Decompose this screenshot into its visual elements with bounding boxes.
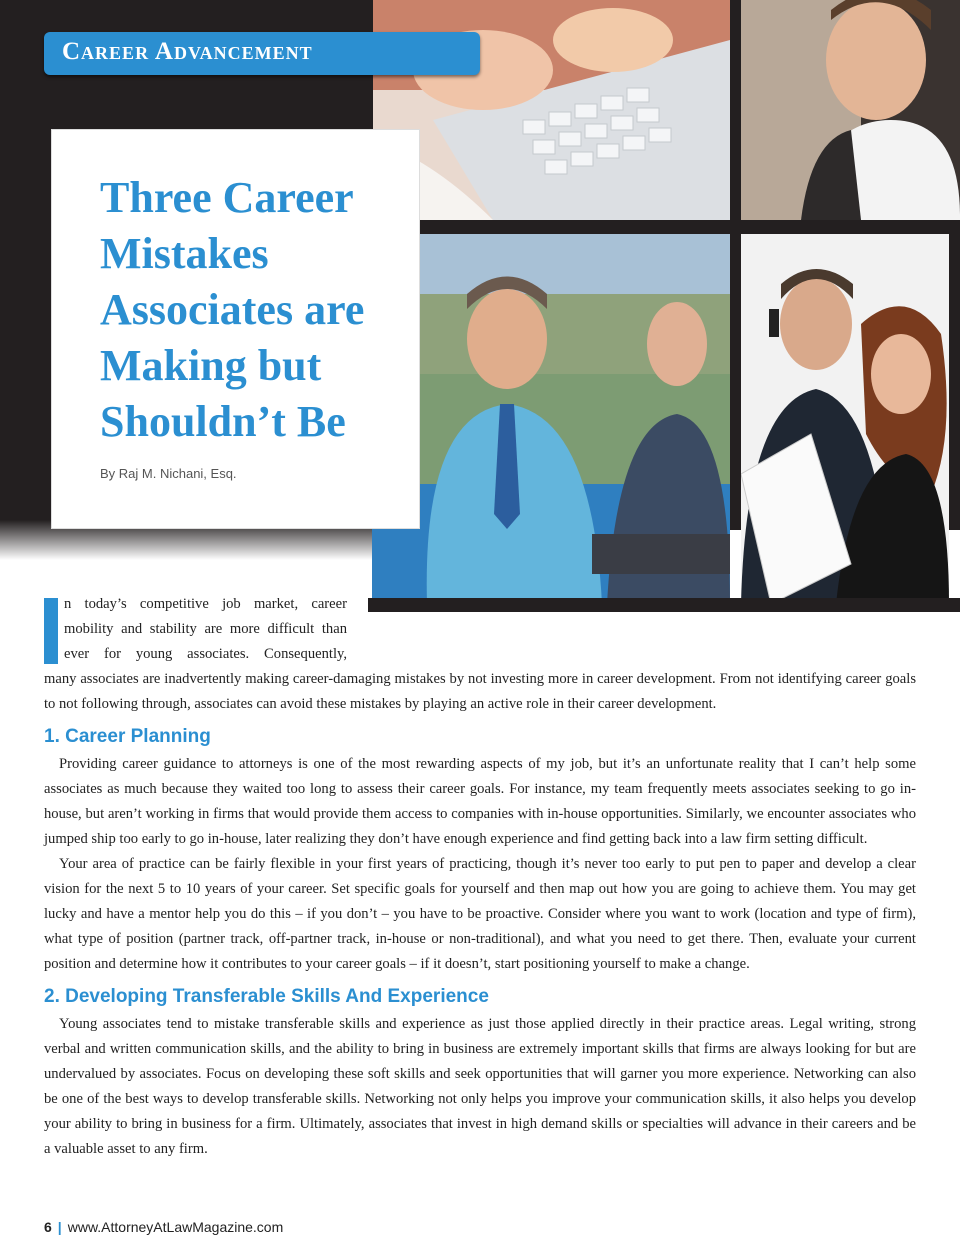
- paragraph: Providing career guidance to attorneys is one of the most rewarding aspects of my job, but it’s an unfortunate reality that I can’t help some associates as much because they waited too long to assess their career goals. For instance, my team frequently meets associates seeking to go in-house, but aren’t working in firms that would provide them access to companies with in-house opportunities. Similarly, we encounter associates who jumped ship too early to go in-house, later realizing they don’t have enough experience and find getting back into a law firm setting difficult.: [44, 756, 916, 847]
- section-heading-career-planning: 1. Career Planning: [44, 726, 211, 747]
- intro: [44, 592, 916, 717]
- section-heading-transferable-skills: 2. Developing Transferable Skills And Experience: [44, 986, 489, 1007]
- phone-call-photo: [741, 234, 949, 604]
- drop-cap-i: [44, 598, 58, 664]
- intro-line-3: ever for young associates. Consequently,: [64, 646, 347, 662]
- intro-line-1: n today’s competitive job market, career: [64, 596, 347, 612]
- business-people-photo: [741, 0, 960, 220]
- footer-url[interactable]: www.AttorneyAtLawMagazine.com: [67, 1219, 284, 1235]
- byline: By Raj M. Nichani, Esq.: [100, 466, 237, 481]
- paragraph: Your area of practice can be fairly flexible in your first years of practicing, though it’s never too early to put pen to paper and develop a clear vision for the next 5 to 10 years of your career. Set specific goals for yourself and then map out how you are going to achieve them. You may get lucky and have a mentor help you do this – if you don’t – you have to be proactive. Consider where you want to work (location and type of firm), what type of position (partner track, off-partner track, in-house or non-traditional), and what you need to get there. Then, evaluate your current position and determine how it contributes to your career goals – if it doesn’t, start positioning yourself to make a change.: [44, 856, 916, 972]
- title-card: [52, 130, 419, 528]
- section-tag-label: Career Advancement: [62, 38, 313, 65]
- article-body: [44, 592, 916, 1162]
- page-number: 6: [44, 1219, 52, 1235]
- footer-separator: |: [57, 1219, 62, 1235]
- article-title: Three Career Mistakes Associates are Making but Shouldn’t Be: [100, 173, 365, 446]
- section-tag: [44, 32, 480, 75]
- intro-line-2: mobility and stability are more difficult than: [64, 621, 347, 637]
- page-footer: [44, 1219, 283, 1235]
- intro-rest: many associates are inadvertently making career-damaging mistakes by not investing more in career development. From not identifying career goals to not following through, associates can avoid these mistakes by playing an active role in their career development.: [44, 671, 916, 712]
- paragraph: Young associates tend to mistake transferable skills and experience as just those applied directly in their practice areas. Legal writing, strong verbal and written communication skills, and the ability to bring in business are extremely important skills that firms are always looking for but are undervalued by associates. Focus on developing these soft skills and seek opportunities that will garner you more experience. Networking can also be one of the best ways to develop transferable skills. Networking not only helps you improve your communication skills, it also helps you develop your ability to bring in business for a firm. Ultimately, associates that invest in high demand skills or specialties will advance in their careers and be a valuable asset to any firm.: [44, 1016, 916, 1157]
- meeting-photo: [372, 234, 730, 604]
